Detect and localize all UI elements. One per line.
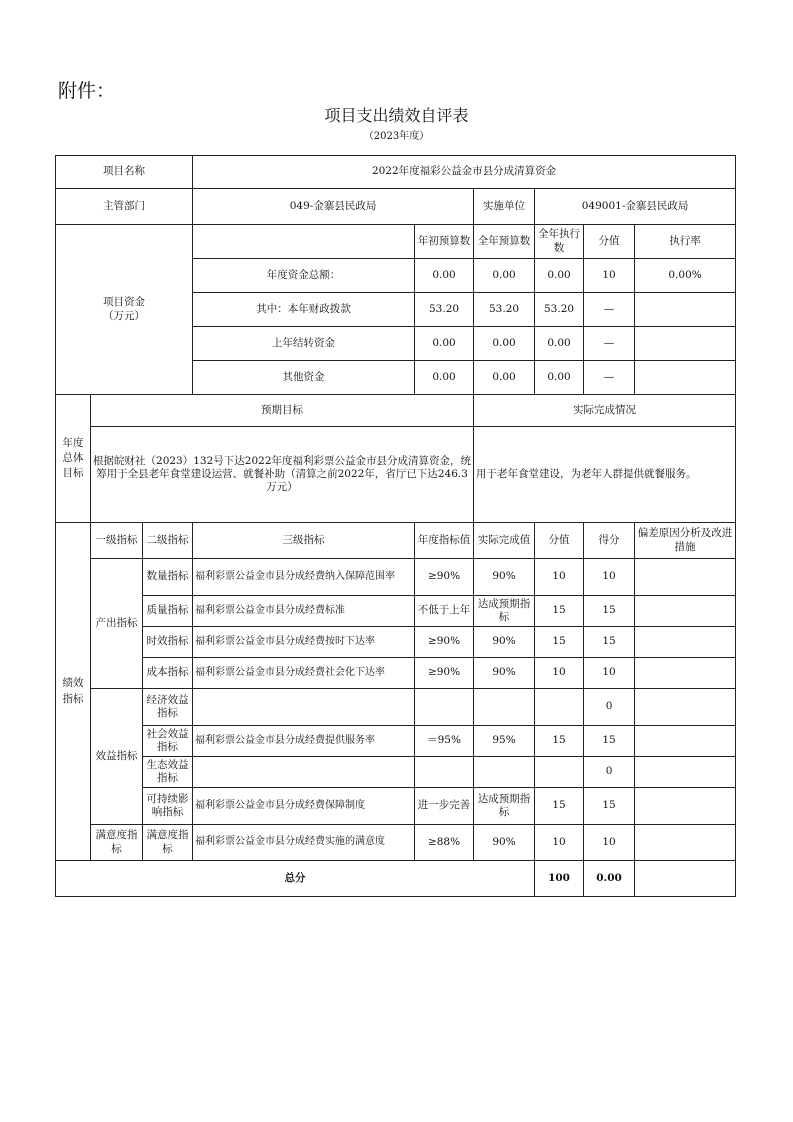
perf-level2: 可持续影响指标: [143, 788, 193, 825]
perf-level2: 社会效益指标: [143, 726, 193, 757]
perf-value: 10: [535, 658, 584, 689]
perf-score: 15: [584, 627, 635, 658]
perf-score: 10: [584, 658, 635, 689]
funds-row-label: 年度资金总额：: [193, 259, 415, 293]
perf-header-score: 得分: [584, 523, 635, 559]
perf-value: 15: [535, 596, 584, 627]
perf-deviation: [635, 788, 736, 825]
perf-section-label: 绩效指标: [56, 523, 91, 861]
perf-score: 15: [584, 596, 635, 627]
attachment-label: 附件：: [58, 80, 116, 102]
perf-target: 不低于上年: [415, 596, 474, 627]
perf-value: 10: [535, 825, 584, 861]
perf-level3: 福利彩票公益金市县分成经费提供服务率: [193, 726, 415, 757]
perf-actual: 90%: [474, 658, 535, 689]
page-title: 项目支出绩效自评表: [324, 106, 469, 125]
goals-header-row: [56, 395, 736, 427]
goals-expected-header: 预期目标: [91, 395, 474, 427]
perf-header-level1: 一级指标: [91, 523, 143, 559]
perf-value: 15: [535, 726, 584, 757]
perf-group-satisfaction: 满意度指标: [91, 825, 143, 861]
funds-row-initial: 53.20: [415, 293, 474, 327]
impl-label: 实施单位: [474, 189, 535, 225]
perf-value: [535, 757, 584, 788]
perf-actual: 达成预期指标: [474, 788, 535, 825]
perf-level2: 质量指标: [143, 596, 193, 627]
perf-target: ≥90%: [415, 658, 474, 689]
goals-actual-text: 用于老年食堂建设，为老年人群提供就餐服务。: [474, 427, 736, 523]
funds-row-annual: 0.00: [474, 361, 535, 395]
perf-target: ≥90%: [415, 627, 474, 658]
funds-row-rate: 0.00%: [635, 259, 736, 293]
funds-row-label: 上年结转资金: [193, 327, 415, 361]
perf-row: [56, 726, 736, 757]
perf-row: [56, 825, 736, 861]
perf-score: 0: [584, 757, 635, 788]
funds-row-rate: [635, 327, 736, 361]
funds-row-rate: [635, 293, 736, 327]
perf-actual: [474, 689, 535, 726]
perf-actual: 达成预期指标: [474, 596, 535, 627]
perf-score: 10: [584, 825, 635, 861]
perf-target: [415, 757, 474, 788]
perf-deviation: [635, 726, 736, 757]
perf-header-actual: 实际完成值: [474, 523, 535, 559]
perf-actual: 90%: [474, 559, 535, 596]
perf-level3: [193, 689, 415, 726]
funds-row-annual: 0.00: [474, 259, 535, 293]
department-row: [56, 189, 736, 225]
funds-label-line1: 项目资金: [103, 296, 146, 309]
perf-deviation: [635, 825, 736, 861]
perf-score: 10: [584, 559, 635, 596]
perf-row: [56, 788, 736, 825]
funds-label-line2: （万元）: [103, 309, 146, 322]
funds-row-label: 其他资金: [193, 361, 415, 395]
project-name-label: 项目名称: [56, 156, 193, 189]
goals-section-label: 年度总体目标: [56, 395, 91, 523]
perf-level3: 福利彩票公益金市县分成经费按时下达率: [193, 627, 415, 658]
funds-row-annual: 0.00: [474, 327, 535, 361]
perf-target: 进一步完善: [415, 788, 474, 825]
perf-row: [56, 627, 736, 658]
perf-row: [56, 559, 736, 596]
funds-row-initial: 0.00: [415, 327, 474, 361]
funds-row-label: 其中：本年财政拨款: [193, 293, 415, 327]
funds-row-executed: 53.20: [535, 293, 584, 327]
perf-level2: 时效指标: [143, 627, 193, 658]
perf-level2: 成本指标: [143, 658, 193, 689]
perf-level3: 福利彩票公益金市县分成经费纳入保障范围率: [193, 559, 415, 596]
perf-score: 0: [584, 689, 635, 726]
perf-row: [56, 658, 736, 689]
perf-target: ≥88%: [415, 825, 474, 861]
dept-value: 049-金寨县民政局: [193, 189, 474, 225]
perf-actual: 90%: [474, 825, 535, 861]
perf-level2: 数量指标: [143, 559, 193, 596]
perf-header-level2: 二级指标: [143, 523, 193, 559]
funds-row-executed: 0.00: [535, 259, 584, 293]
total-score: 0.00: [584, 861, 635, 897]
perf-level2: 经济效益指标: [143, 689, 193, 726]
perf-score: 15: [584, 788, 635, 825]
funds-row-annual: 53.20: [474, 293, 535, 327]
funds-row-score-value: —: [584, 327, 635, 361]
funds-header-score-value: 分值: [584, 225, 635, 259]
goals-content-row: [56, 427, 736, 523]
funds-row-initial: 0.00: [415, 361, 474, 395]
perf-actual: 90%: [474, 627, 535, 658]
funds-row-executed: 0.00: [535, 361, 584, 395]
perf-value: 15: [535, 627, 584, 658]
perf-group-output: 产出指标: [91, 559, 143, 689]
funds-label: [56, 225, 193, 395]
perf-deviation: [635, 689, 736, 726]
perf-target: ≥90%: [415, 559, 474, 596]
perf-level2: 生态效益指标: [143, 757, 193, 788]
funds-row-score-value: 10: [584, 259, 635, 293]
funds-header-annual: 全年预算数: [474, 225, 535, 259]
perf-value: [535, 689, 584, 726]
funds-row-rate: [635, 361, 736, 395]
funds-row-score-value: —: [584, 361, 635, 395]
perf-value: 15: [535, 788, 584, 825]
self-evaluation-table: [55, 155, 736, 897]
perf-level3: 福利彩票公益金市县分成经费实施的满意度: [193, 825, 415, 861]
perf-row: [56, 596, 736, 627]
total-row: [56, 861, 736, 897]
total-label: 总分: [56, 861, 535, 897]
perf-deviation: [635, 596, 736, 627]
goals-expected-text: 根据皖财社（2023）132号下达2022年度福利彩票公益金市县分成清算资金，统筹用于全县老年食堂建设运营、就餐补助（清算之前2022年，省厅已下达246.3万元）: [91, 427, 474, 523]
perf-level3: 福利彩票公益金市县分成经费保障制度: [193, 788, 415, 825]
perf-target: [415, 689, 474, 726]
goals-actual-header: 实际完成情况: [474, 395, 736, 427]
perf-deviation: [635, 559, 736, 596]
funds-header-blank: [193, 225, 415, 259]
funds-header-executed: 全年执行数: [535, 225, 584, 259]
perf-score: 15: [584, 726, 635, 757]
perf-actual: 95%: [474, 726, 535, 757]
perf-level3: 福利彩票公益金市县分成经费标准: [193, 596, 415, 627]
perf-level3: [193, 757, 415, 788]
total-value: 100: [535, 861, 584, 897]
perf-row: [56, 689, 736, 726]
perf-row: [56, 757, 736, 788]
perf-deviation: [635, 757, 736, 788]
perf-header-target: 年度指标值: [415, 523, 474, 559]
funds-row-score-value: —: [584, 293, 635, 327]
perf-header-row: [56, 523, 736, 559]
impl-value: 049001-金寨县民政局: [535, 189, 736, 225]
funds-header-initial: 年初预算数: [415, 225, 474, 259]
perf-actual: [474, 757, 535, 788]
funds-row-executed: 0.00: [535, 327, 584, 361]
perf-header-deviation: 偏差原因分析及改进措施: [635, 523, 736, 559]
year-subtitle: （2023年度）: [363, 131, 430, 142]
perf-level3: 福利彩票公益金市县分成经费社会化下达率: [193, 658, 415, 689]
funds-header-row: [56, 225, 736, 259]
perf-header-value: 分值: [535, 523, 584, 559]
total-deviation: [635, 861, 736, 897]
perf-value: 10: [535, 559, 584, 596]
project-name-value: 2022年度福彩公益金市县分成清算资金: [193, 156, 736, 189]
funds-header-rate: 执行率: [635, 225, 736, 259]
perf-deviation: [635, 658, 736, 689]
perf-level2: 满意度指标: [143, 825, 193, 861]
perf-header-level3: 三级指标: [193, 523, 415, 559]
perf-group-benefit: 效益指标: [91, 689, 143, 825]
dept-label: 主管部门: [56, 189, 193, 225]
perf-target: ＝95%: [415, 726, 474, 757]
project-name-row: [56, 156, 736, 189]
perf-deviation: [635, 627, 736, 658]
funds-row-initial: 0.00: [415, 259, 474, 293]
